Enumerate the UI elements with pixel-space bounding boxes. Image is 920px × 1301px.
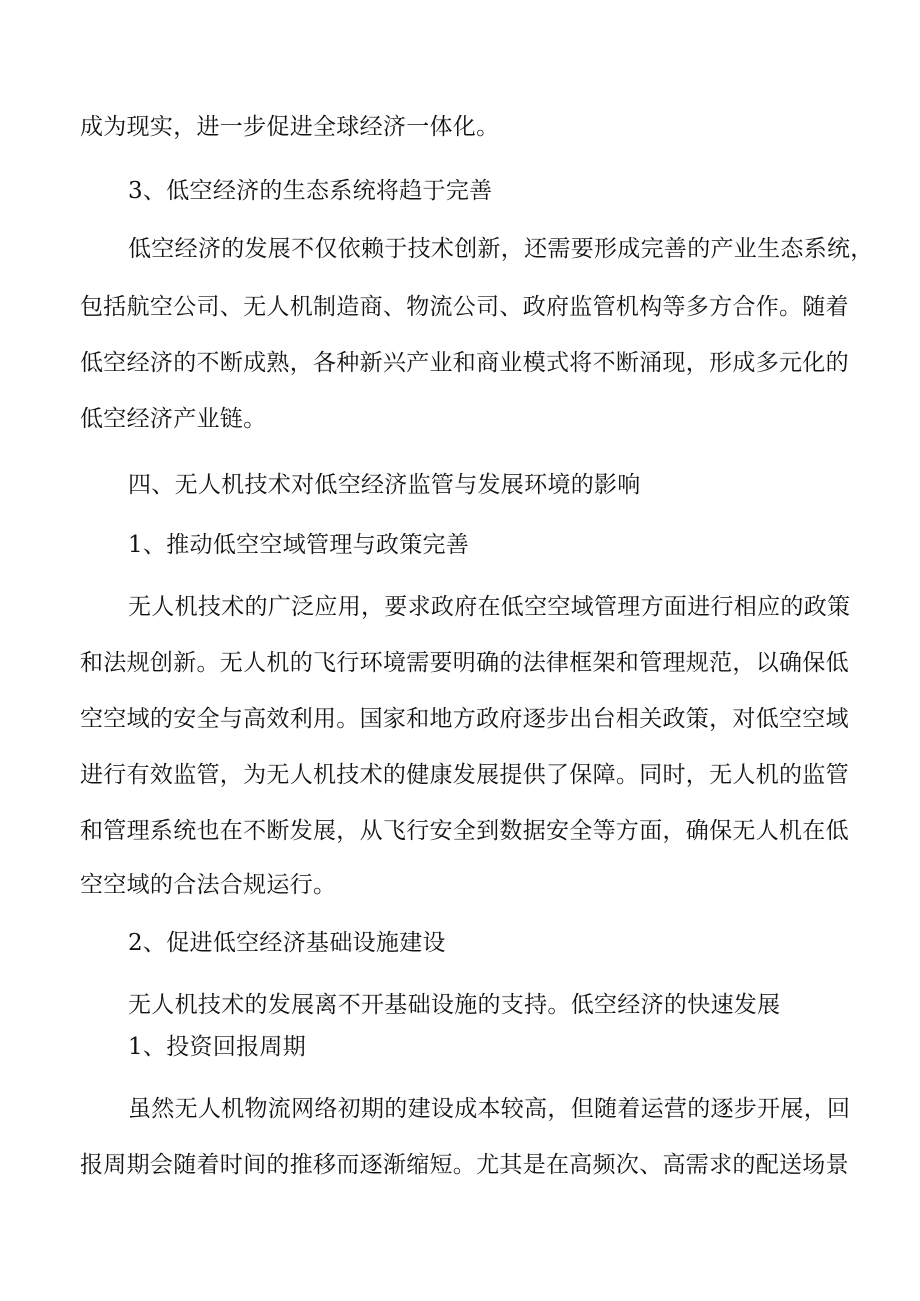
- paragraph-line: 低空经济的不断成熟，各种新兴产业和商业模式将不断涌现，形成多元化的: [80, 350, 849, 376]
- paragraph-line: 低空经济产业链。: [80, 406, 267, 432]
- paragraph-line: 和法规创新。无人机的飞行环境需要明确的法律框架和管理规范，以确保低: [80, 650, 849, 676]
- paragraph-line: 虽然无人机物流网络初期的建设成本较高，但随着运营的逐步开展，回: [128, 1096, 851, 1122]
- paragraph-line: 报周期会随着时间的推移而逐渐缩短。尤其是在高频次、高需求的配送场景: [80, 1152, 849, 1178]
- paragraph-line: 和管理系统也在不断发展，从飞行安全到数据安全等方面，确保无人机在低: [80, 818, 849, 844]
- section-heading: 2、促进低空经济基础设施建设: [128, 930, 446, 956]
- paragraph-line: 空空域的合法合规运行。: [80, 872, 337, 898]
- section-heading: 1、推动低空空域管理与政策完善: [128, 532, 470, 558]
- paragraph-line: 无人机技术的发展离不开基础设施的支持。低空经济的快速发展: [128, 992, 781, 1018]
- paragraph-line: 低空经济的发展不仅依赖于技术创新，还需要形成完善的产业生态系统，: [128, 236, 874, 262]
- section-heading: 1、投资回报周期: [128, 1034, 307, 1060]
- chapter-heading: 四、无人机技术对低空经济监管与发展环境的影响: [128, 472, 641, 498]
- paragraph-line: 成为现实，进一步促进全球经济一体化。: [80, 114, 500, 140]
- paragraph-line: 无人机技术的广泛应用，要求政府在低空空域管理方面进行相应的政策: [128, 594, 851, 620]
- paragraph-line: 包括航空公司、无人机制造商、物流公司、政府监管机构等多方合作。随着: [80, 294, 849, 320]
- paragraph-line: 空空域的安全与高效利用。国家和地方政府逐步出台相关政策，对低空空域: [80, 706, 849, 732]
- paragraph-line: 进行有效监管，为无人机技术的健康发展提供了保障。同时，无人机的监管: [80, 762, 849, 788]
- section-heading: 3、低空经济的生态系统将趋于完善: [128, 178, 493, 204]
